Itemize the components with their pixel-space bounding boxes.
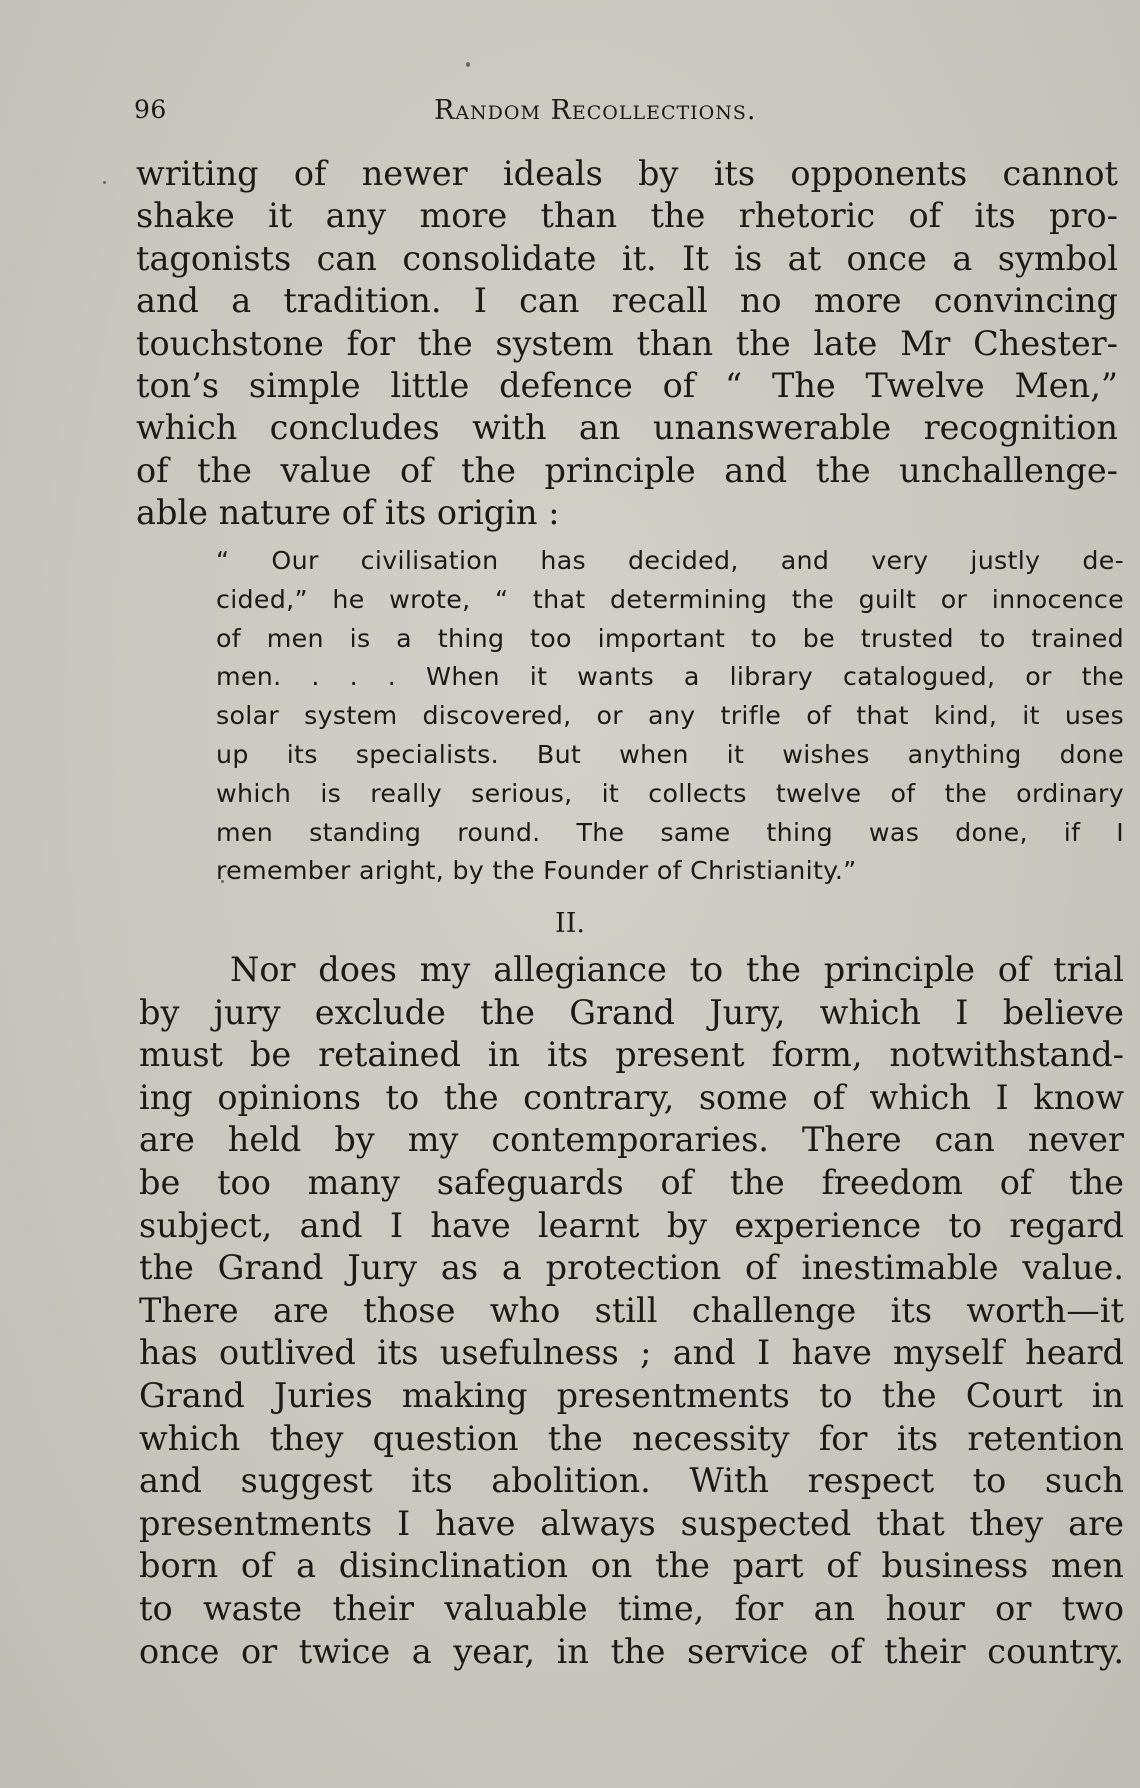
- text-line: the Grand Jury as a protection of inestimable value.: [139, 1248, 1124, 1288]
- paper-speck: [103, 181, 106, 184]
- text-line: born of a disinclination on the part of business men: [139, 1546, 1124, 1586]
- text-line: tagonists can consolidate it. It is at once a symbol: [136, 238, 1118, 278]
- quote-line: “ Our civilisation has decided, and very justly de-: [216, 546, 1124, 575]
- quote-line: men. . . . When it wants a library catalogued, or the: [216, 662, 1124, 692]
- running-title: Random Recollections.: [434, 95, 757, 126]
- paper-speck: [466, 62, 470, 67]
- page-number: 96: [134, 95, 167, 124]
- text-line: of the value of the principle and the unchallenge-: [136, 450, 1118, 490]
- quote-line: cided,” he wrote, “ that determining the guilt or innocence: [216, 584, 1124, 614]
- quote-line: up its specialists. But when it wishes anything done: [216, 739, 1124, 769]
- text-line: able nature of its origin :: [136, 493, 560, 533]
- quote-line: which is really serious, it collects twelve of the ordinary: [216, 778, 1124, 808]
- text-line: be too many safeguards of the freedom of the: [139, 1162, 1124, 1202]
- text-line: which they question the necessity for its retention: [139, 1418, 1124, 1458]
- text-line: ing opinions to the contrary, some of which I know: [139, 1077, 1124, 1117]
- text-line: writing of newer ideals by its opponents cannot: [136, 154, 1118, 193]
- text-line: are held by my contemporaries. There can never: [139, 1120, 1124, 1160]
- text-line: Nor does my allegiance to the principle of trial: [230, 950, 1124, 989]
- text-line: touchstone for the system than the late Mr Chester-: [136, 323, 1118, 363]
- text-line: presentments I have always suspected that they are: [139, 1503, 1124, 1543]
- text-line: There are those who still challenge its worth—it: [139, 1290, 1124, 1330]
- paragraph-2: [139, 949, 1124, 1673]
- quote-line: of men is a thing too important to be trusted to trained: [216, 623, 1124, 653]
- text-line: Grand Juries making presentments to the Court in: [139, 1375, 1124, 1415]
- text-line: ton’s simple little defence of “ The Twelve Men,”: [136, 365, 1118, 405]
- text-line: shake it any more than the rhetoric of its pro-: [136, 196, 1118, 236]
- text-line: subject, and I have learnt by experience to regard: [139, 1205, 1124, 1245]
- text-line: once or twice a year, in the service of their country.: [139, 1631, 1124, 1671]
- block-quote: [216, 542, 1124, 891]
- text-line: and a tradition. I can recall no more convincing: [136, 281, 1118, 321]
- text-line: to waste their valuable time, for an hour or two: [139, 1588, 1124, 1628]
- text-line: has outlived its usefulness ; and I have myself heard: [139, 1333, 1124, 1373]
- quote-line: solar system discovered, or any trifle of that kind, it uses: [216, 701, 1124, 731]
- text-line: must be retained in its present form, notwithstand-: [139, 1035, 1124, 1075]
- paragraph-1: [136, 153, 1118, 535]
- text-line: and suggest its abolition. With respect to such: [139, 1461, 1124, 1501]
- section-heading: II.: [555, 908, 585, 939]
- text-line: which concludes with an unanswerable recognition: [136, 408, 1118, 448]
- quote-line: men standing round. The same thing was done, if I: [216, 817, 1124, 847]
- quote-line: remember aright, by the Founder of Christianity.”: [216, 856, 857, 886]
- text-line: by jury exclude the Grand Jury, which I believe: [139, 992, 1124, 1032]
- page-header: [134, 95, 827, 131]
